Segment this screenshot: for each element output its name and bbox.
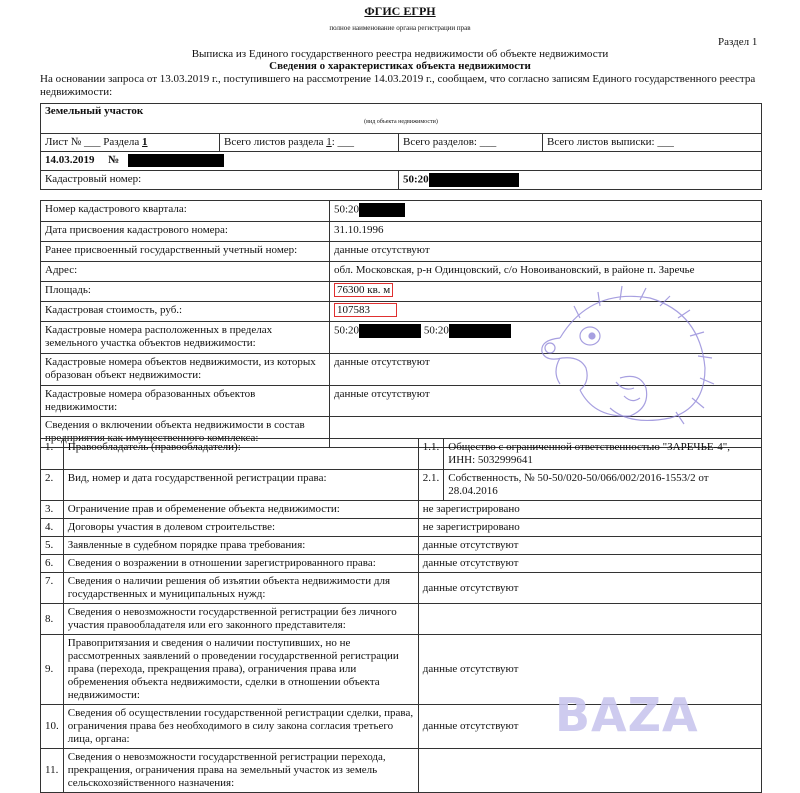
right-num: 9. xyxy=(41,635,64,705)
char-label: Ранее присвоенный государственный учетный номер: xyxy=(41,242,330,262)
extract-date: 14.03.2019 xyxy=(45,154,95,167)
char-label: Дата присвоения кадастрового номера: xyxy=(41,222,330,242)
object-type-caption: (вид объекта недвижимости) xyxy=(364,119,438,125)
char-label: Кадастровые номера объектов недвижимости, из которых образован объект недвижимости: xyxy=(41,354,330,386)
cost-value: 107583 xyxy=(334,303,397,317)
right-label: Сведения о возражении в отношении зарегистрированного права: xyxy=(63,555,418,573)
char-value-text: 50:20 xyxy=(334,203,360,216)
object-type: Земельный участок xyxy=(45,105,144,117)
char-label: Площадь: xyxy=(41,282,330,302)
char-value: обл. Московская, р-н Одинцовский, с/о Новоивановский, в районе п. Заречье xyxy=(330,262,762,282)
right-label: Договоры участия в долевом строительстве: xyxy=(63,519,418,537)
table-row xyxy=(41,439,762,470)
table-row xyxy=(41,537,762,555)
right-label: Заявленные в судебном порядке права требования: xyxy=(63,537,418,555)
char-value: данные отсутствуют xyxy=(330,386,762,417)
total-sheets-section-cell xyxy=(220,134,399,152)
sheet-number-cell xyxy=(41,134,220,152)
right-num: 10. xyxy=(41,705,64,749)
right-value: не зарегистрировано xyxy=(418,501,761,519)
right-num: 7. xyxy=(41,573,64,604)
extract-title: Выписка из Единого государственного реестра недвижимости об объекте недвижимости xyxy=(191,48,609,60)
right-num: 3. xyxy=(41,501,64,519)
section-label: Раздел 1 xyxy=(718,36,758,48)
right-value: данные отсутствуют xyxy=(418,537,761,555)
baza-watermark: BAZA xyxy=(555,688,699,742)
table-row xyxy=(41,555,762,573)
right-num: 4. xyxy=(41,519,64,537)
char-value-text-2: 50:20 xyxy=(423,324,449,337)
right-label: Сведения об осуществлении государственной регистрации сделки, права, ограничения права без необходимого в силу закона согласия третьего лица, органа: xyxy=(63,705,418,749)
number-sign: № xyxy=(108,154,120,167)
right-value: данные отсутствуют xyxy=(418,573,761,604)
char-value xyxy=(330,201,762,222)
right-label: Сведения о невозможности государственной регистрации перехода, прекращения, ограничения права на земельный участок из земель сельскохозяйственного назначения: xyxy=(63,749,418,793)
sheet-section-num: 1 xyxy=(142,136,148,148)
right-label: Сведения о наличии решения об изъятии объекта недвижимости для государственных и муниципальных нужд: xyxy=(63,573,418,604)
cadastral-prefix: 50:20 xyxy=(403,173,429,186)
table-row xyxy=(41,242,762,262)
table-row xyxy=(41,519,762,537)
right-value: Собственность, № 50-50/020-50/066/002/2016-1553/2 от 28.04.2016 xyxy=(444,470,762,501)
redacted-number xyxy=(359,324,421,338)
sheet-label: Лист № ___ Раздела xyxy=(45,136,140,148)
total-sheets-section-suffix: : ___ xyxy=(331,136,355,148)
table-row xyxy=(41,749,762,793)
table-row xyxy=(41,470,762,501)
right-num: 8. xyxy=(41,604,64,635)
total-sheets-section-num: 1 xyxy=(326,136,332,148)
table-row xyxy=(41,222,762,242)
total-sections-cell: Всего разделов: ___ xyxy=(399,134,543,152)
right-label: Правопритязания и сведения о наличии поступивших, но не рассмотренных заявлений о проведении государственной регистрации права (перехода, прекращения права), ограничения права или обременения объекта недвижимости, сделки в отношении объекта недвижимости: xyxy=(63,635,418,705)
right-value: данные отсутствуют xyxy=(418,705,761,749)
redacted-number xyxy=(128,154,224,167)
char-label: Сведения о включении объекта недвижимости в состав предприятия как имущественного комплекса: xyxy=(41,417,330,448)
table-row xyxy=(41,573,762,604)
right-num: 1. xyxy=(41,439,64,470)
extract-subtitle: Сведения о характеристиках объекта недвижимости xyxy=(269,60,531,72)
right-sub: 2.1. xyxy=(418,470,444,501)
char-value: данные отсутствуют xyxy=(330,354,762,386)
table-row xyxy=(41,501,762,519)
cadastral-value-cell xyxy=(399,171,762,190)
right-value xyxy=(418,604,761,635)
org-name: ФГИС ЕГРН xyxy=(364,4,436,18)
cadastral-label: Кадастровый номер: xyxy=(41,171,399,190)
right-label: Ограничение прав и обременение объекта недвижимости: xyxy=(63,501,418,519)
right-value: данные отсутствуют xyxy=(418,555,761,573)
redacted-cadastral xyxy=(429,173,519,187)
char-label: Кадастровая стоимость, руб.: xyxy=(41,302,330,322)
right-value: не зарегистрировано xyxy=(418,519,761,537)
right-value xyxy=(418,749,761,793)
char-label: Кадастровые номера образованных объектов недвижимости: xyxy=(41,386,330,417)
char-label: Кадастровые номера расположенных в пределах земельного участка объектов недвижимости: xyxy=(41,322,330,354)
right-num: 11. xyxy=(41,749,64,793)
table-row xyxy=(41,604,762,635)
right-num: 5. xyxy=(41,537,64,555)
object-header-table xyxy=(40,103,762,190)
right-num: 2. xyxy=(41,470,64,501)
char-label: Номер кадастрового квартала: xyxy=(41,201,330,222)
object-type-cell xyxy=(41,104,762,134)
right-value: данные отсутствуют xyxy=(418,635,761,705)
right-num: 6. xyxy=(41,555,64,573)
char-value: 31.10.1996 xyxy=(330,222,762,242)
right-sub: 1.1. xyxy=(418,439,444,470)
char-value: данные отсутствуют xyxy=(330,242,762,262)
table-row xyxy=(41,201,762,222)
hedgehog-stamp-icon xyxy=(520,278,720,428)
total-sheets-section-label: Всего листов раздела xyxy=(224,136,324,148)
area-value: 76300 кв. м xyxy=(334,283,393,297)
org-caption: полное наименование органа регистрации прав xyxy=(329,24,471,32)
right-label: Вид, номер и дата государственной регистрации права: xyxy=(63,470,418,501)
char-label: Адрес: xyxy=(41,262,330,282)
right-value: Общество с ограниченной ответственностью "ЗАРЕЧЬЕ-4", ИНН: 5032999641 xyxy=(444,439,762,470)
redacted-quarter xyxy=(359,203,405,217)
redacted-number xyxy=(449,324,511,338)
date-cell xyxy=(41,152,762,171)
total-sheets-cell: Всего листов выписки: ___ xyxy=(543,134,762,152)
char-value-text: 50:20 xyxy=(334,324,360,337)
intro-text: На основании запроса от 13.03.2019 г., поступившего на рассмотрение 14.03.2019 г., сообщаем, что согласно записям Единого государственного реестра недвижимости: xyxy=(40,73,756,98)
right-label: Сведения о невозможности государственной регистрации без личного участия правообладателя или его законного представителя: xyxy=(63,604,418,635)
right-label: Правообладатель (правообладатели): xyxy=(63,439,418,470)
